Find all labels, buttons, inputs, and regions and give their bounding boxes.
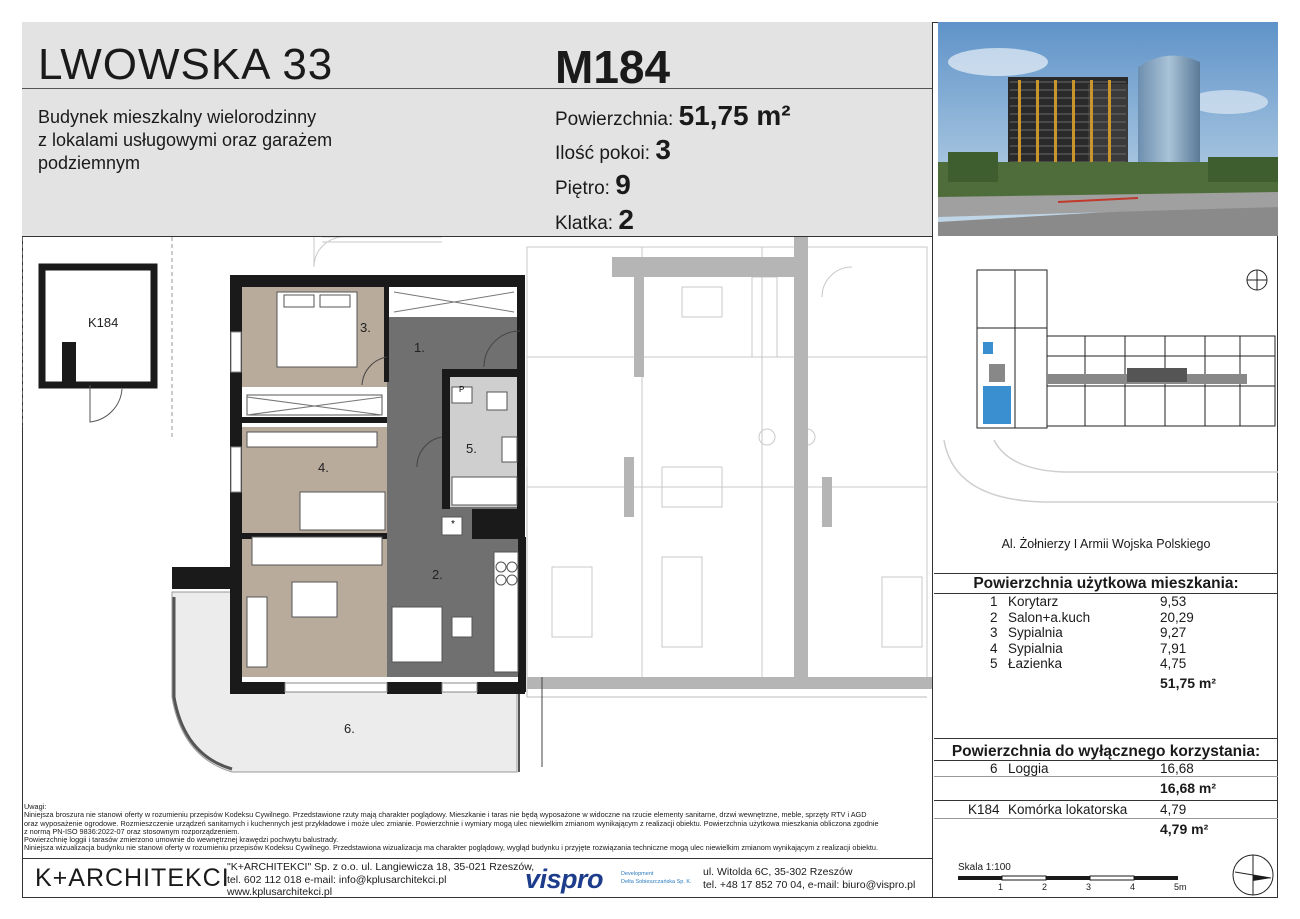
rooms-property [555,134,671,166]
architect-logo: K+ARCHITEKCI [35,864,230,892]
developer-line: tel. +48 17 852 70 04, e-mail: biuro@vispro.pl [703,878,916,891]
usable-row-area: 4,75 [1160,656,1187,671]
storage-label: K184 [88,315,119,330]
scale-tick-label: 5m [1174,882,1187,892]
compass-icon [1245,268,1269,297]
floor-value: 9 [615,169,631,200]
rooms-value: 3 [655,134,671,165]
street-outline [934,440,1278,545]
usable-row-no: 1 [990,594,998,609]
notes-line: Powierzchnię loggii i tarasów zmierzono umownie do wewnętrznej krawędzi pochwytu balustrady. [24,835,339,845]
bath-mark-star: * [451,519,455,530]
description-line: podziemnym [38,153,141,173]
area-property [555,100,791,132]
usable-row-name: Salon+a.kuch [1008,609,1091,625]
building-description [38,106,418,175]
usable-row-area: 7,91 [1160,640,1187,656]
room-label-3: 3. [360,320,371,335]
room-label-6: 6. [344,721,355,736]
usable-row-no: 3 [990,625,998,640]
room-label-1: 1. [414,340,425,355]
row-separator [934,776,1278,777]
scale-tick-label: 1 [998,882,1004,892]
storage-total: 4,79 m² [1160,821,1209,837]
developer-address [703,866,915,891]
usable-area-title: Powierzchnia użytkowa mieszkania: [973,575,1239,592]
notes [24,803,929,853]
storage-top-line [934,800,1278,801]
floor-plan [22,237,932,802]
floor-label: Piętro: [555,178,610,199]
usable-row-area: 9,27 [1160,625,1187,640]
usable-row-area: 9,53 [1160,594,1187,609]
developer-line: ul. Witolda 6C, 35-302 Rzeszów [703,866,853,878]
room-label-5: 5. [466,441,477,456]
scale-label: Skala 1:100 [958,862,1011,873]
scale-tick-label: 2 [1042,882,1048,892]
usable-row-no: 4 [990,640,998,656]
exclusive-header-line [934,760,1278,761]
notes-line: oraz wyposażenie ogrodowe. Rozmieszczenie urządzeń sanitarnych i kuchennych jest przykładowe i może ulec zmianie. Powierzchnie i wymiary mogą ulec niewielkim zmianom wynikającym z realizacji obiektu. Powierzchnia użytkowa mieszkania obliczona zgodnie [24,818,879,828]
usable-row-no: 5 [990,656,998,671]
storage-no: K184 [968,802,1000,817]
room-label-4: 4. [318,460,329,475]
architect-line: tel. 602 112 018 e-mail: info@kplusarchitekci.pl [227,873,447,886]
table-header-line [934,593,1278,594]
building-photo [938,22,1278,236]
developer-sub [621,870,692,886]
floor-property [555,169,631,201]
storage-name: Komórka lokatorska [1008,802,1128,817]
notes-heading: Uwagi: [24,802,47,811]
loggia-area: 16,68 [1160,761,1194,776]
developer-sub-line: Development [621,871,654,877]
storage-area: 4,79 [1160,802,1187,817]
scale-tick-label: 3 [1086,882,1092,892]
architect-line: "K+ARCHITEKCI" Sp. z o.o. ul. Langiewicza 18, 35-021 Rzeszów, [227,861,535,873]
staircase-value: 2 [618,204,634,235]
developer-logo: vispro [525,864,604,894]
architect-address [227,861,534,899]
description-line: Budynek mieszkalny wielorodzinny [38,107,317,127]
rooms-label: Ilość pokoi: [555,143,651,164]
usable-row-area: 20,29 [1160,609,1194,625]
notes-line: Niniejsza wizualizacja budynku nie stanowi oferty w rozumieniu przepisów Kodeksu Cywilnego. Przedstawiona wizualizacja ma charakter poglądowy, wygląd budynku i przyjęte rozwiązania techniczne mogą ulec niewielkim zmianom wynikającym z realizacji obiektu. [24,843,878,853]
usable-row-name: Korytarz [1008,594,1059,609]
street-name: Al. Żołnierzy I Armii Wojska Polskiego [1001,537,1211,551]
room-label-2: 2. [432,567,443,582]
row-separator [934,818,1278,819]
developer-sub-line: Delta Sobieszczańska Sp. K. [621,879,692,885]
bath-mark-p: P [459,385,465,394]
area-label: Powierzchnia: [555,109,674,130]
loggia-no: 6 [990,761,998,776]
right-column-divider [932,22,933,898]
staircase-property [555,204,634,236]
usable-row-name: Sypialnia [1008,625,1063,640]
unit-code: M184 [555,41,671,93]
loggia-name: Loggia [1008,761,1049,776]
key-plan [975,268,1280,438]
project-title: LWOWSKA 33 [38,40,334,89]
usable-row-name: Łazienka [1008,656,1063,671]
area-value: 51,75 m² [678,100,791,131]
scale-bar [958,874,1188,899]
north-arrow-icon [1230,852,1276,903]
usable-row-no: 2 [990,609,998,625]
notes-line: z normą PN-ISO 9836:2022-07 oraz stosownym rozporządzeniem. [24,826,240,836]
description-line: z lokalami usługowymi oraz garażem [38,130,333,150]
architect-line: www.kplusarchitekci.pl [227,886,333,898]
table-top-line [934,573,1278,574]
scale-tick-label: 4 [1130,882,1136,892]
storage-room [22,237,172,437]
staircase-label: Klatka: [555,213,614,234]
notes-line: Niniejsza broszura nie stanowi oferty w rozumieniu przepisów Kodeksu Cywilnego. Przedstawione rzuty mają charakter poglądowy. Mieszkanie i taras nie będą wyposażone w widoczne na rzucie elementy sanitarne, drzwi wewnętrzne, meble, sprzęty RTV i AGD [24,810,867,820]
footer-line [22,858,932,859]
usable-area-total: 51,75 m² [1160,675,1217,691]
exclusive-area-total: 16,68 m² [1160,780,1217,796]
exclusive-area-title: Powierzchnia do wyłącznego korzystania: [951,743,1261,760]
usable-row-name: Sypialnia [1008,640,1063,656]
exclusive-top-line [934,738,1278,739]
